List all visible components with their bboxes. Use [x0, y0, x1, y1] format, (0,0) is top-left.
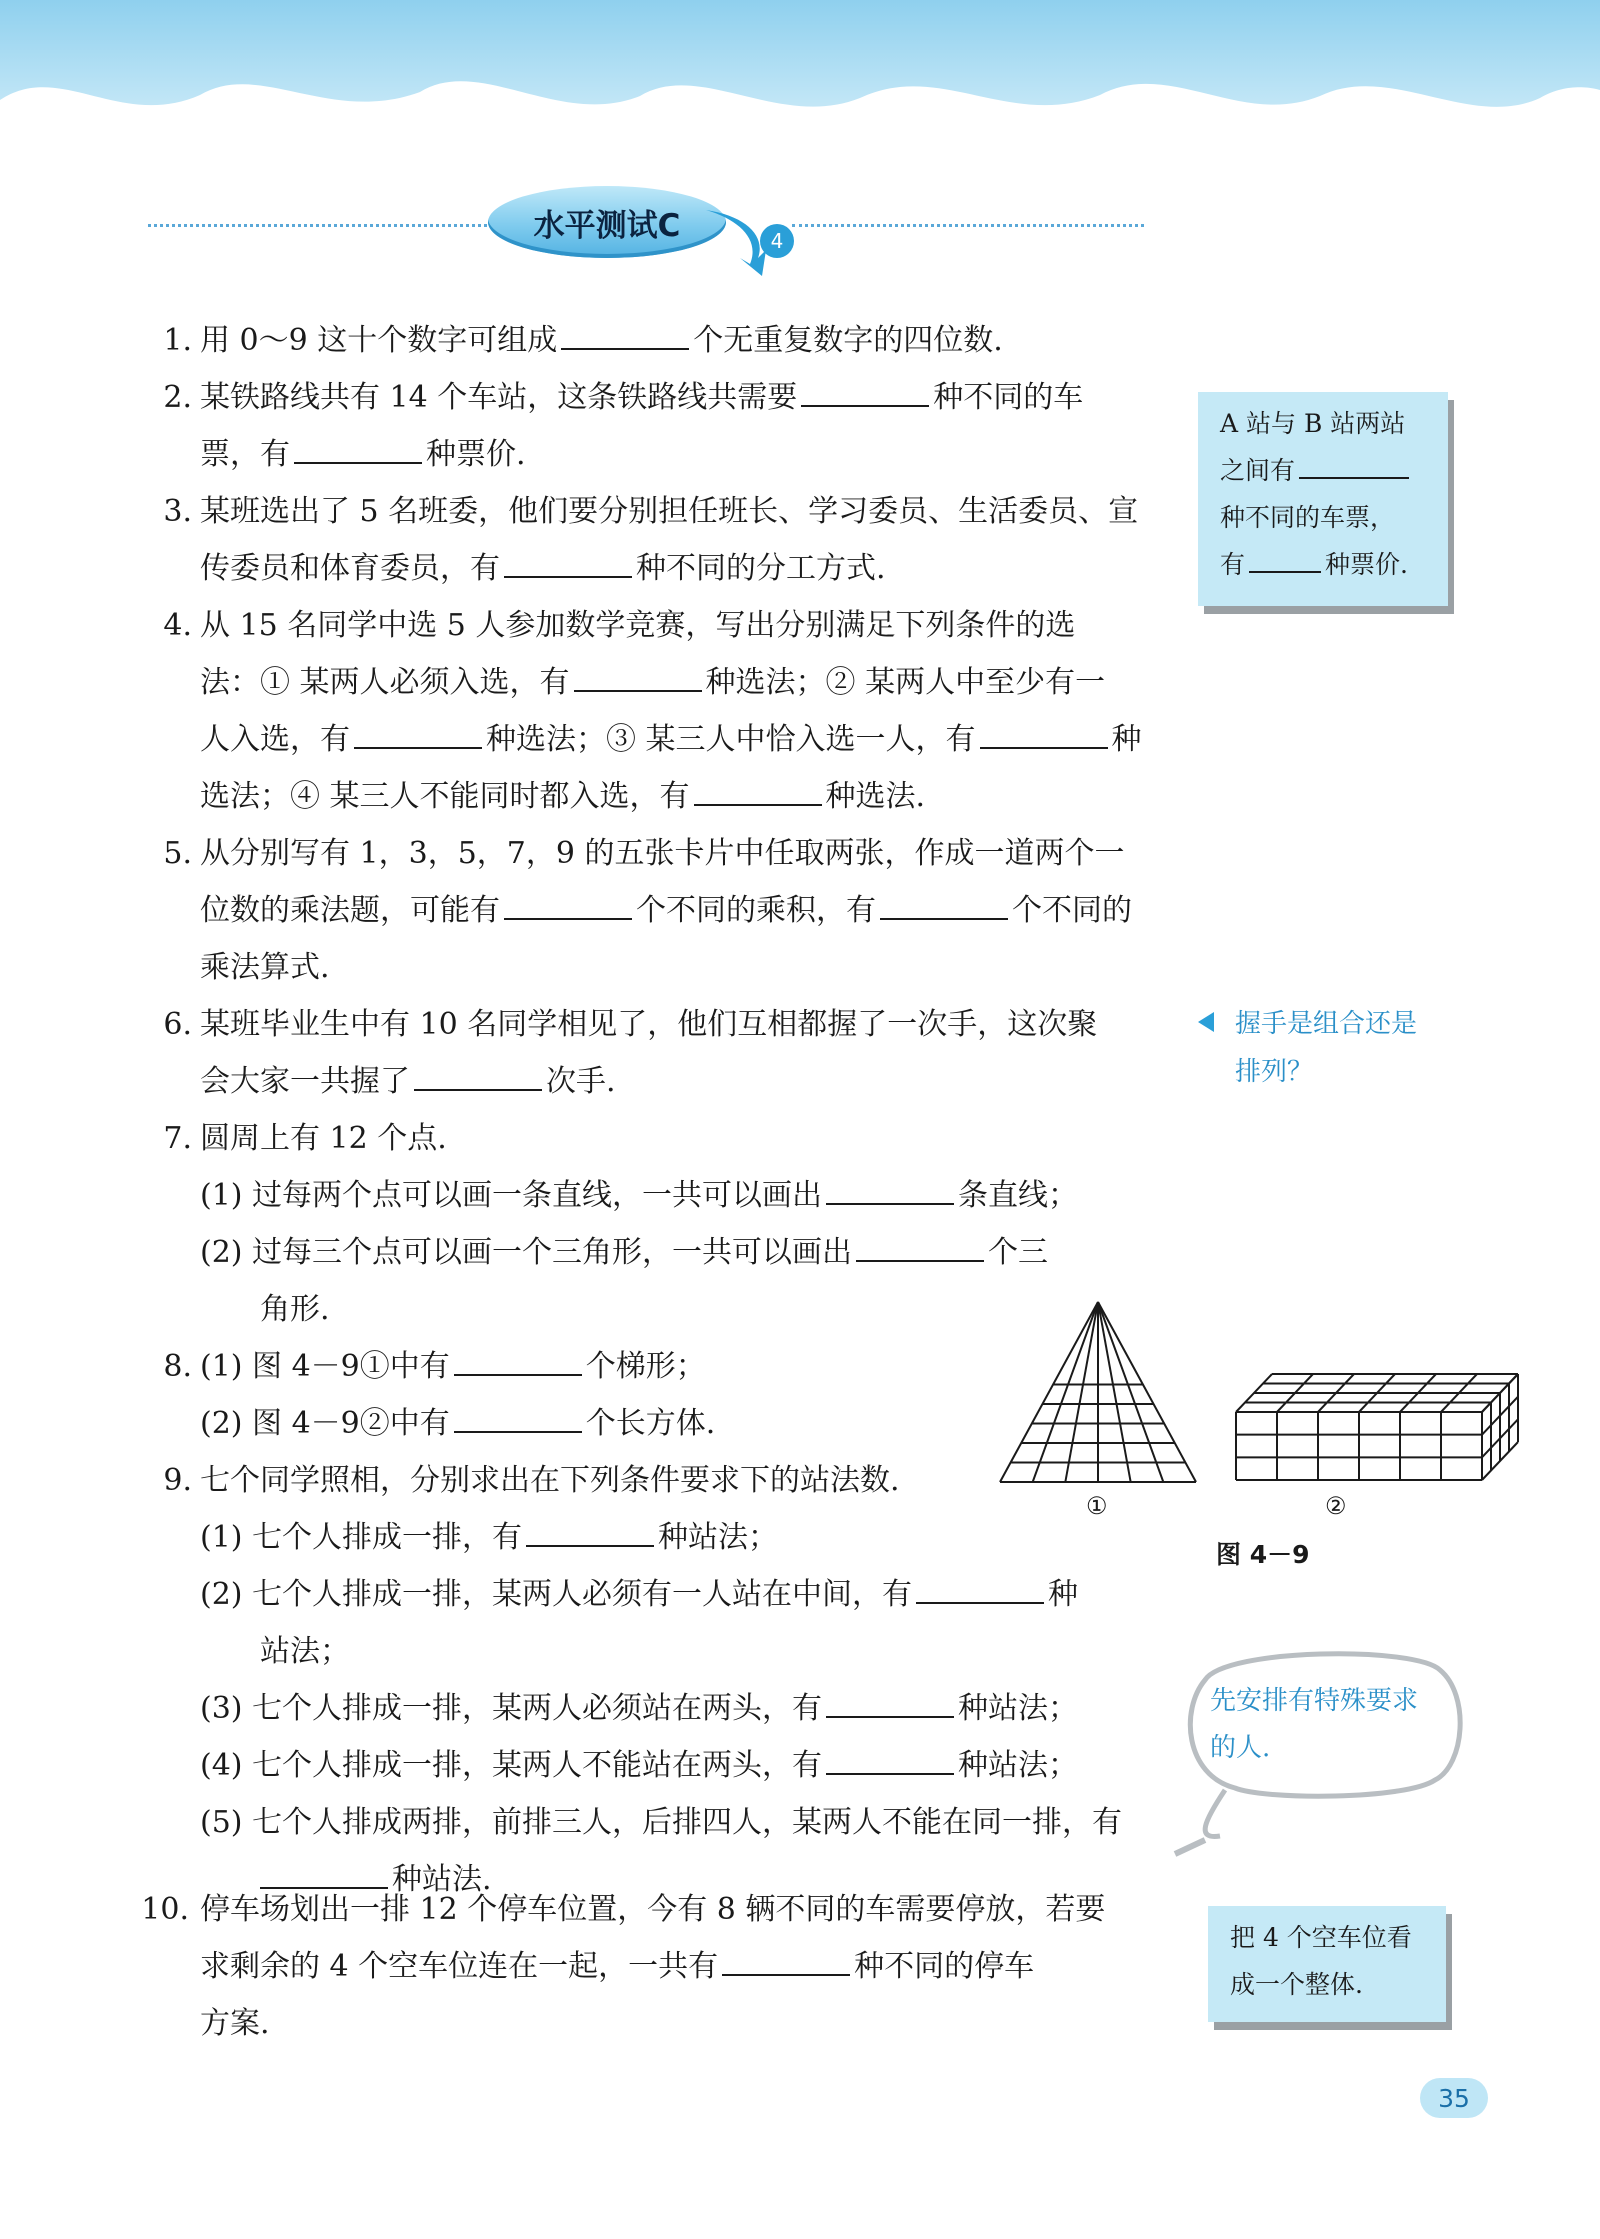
- question-text: 人入选，有: [200, 722, 350, 757]
- question-line: [260, 1623, 350, 1680]
- answer-blank[interactable]: [880, 888, 1008, 920]
- question-text: 传委员和体育委员，有: [200, 551, 500, 586]
- answer-blank[interactable]: [856, 1230, 984, 1262]
- question-text: (1) 七个人排成一排，有: [200, 1520, 523, 1555]
- question-line: [200, 654, 1105, 711]
- side-note-handshake: [1235, 1000, 1417, 1096]
- cloud-note: [1210, 1678, 1418, 1772]
- question-text: 个长方体.: [585, 1406, 716, 1441]
- answer-blank[interactable]: [826, 1743, 954, 1775]
- answer-blank[interactable]: [980, 717, 1108, 749]
- question-text: (2) 七个人排成一排，某两人必须有一人站在中间，有: [200, 1577, 913, 1612]
- hint-box-tickets-line2: 之间有: [1220, 456, 1296, 485]
- question-number: 1.: [163, 323, 192, 358]
- question-number: 6.: [163, 1007, 192, 1042]
- cloud-note-line2: 的人.: [1210, 1733, 1271, 1763]
- side-note-handshake-line1: 握手是组合还是: [1235, 1009, 1418, 1039]
- answer-blank[interactable]: [561, 318, 689, 350]
- question-number: 7.: [163, 1121, 192, 1156]
- question-text: 法：① 某两人必须入选，有: [200, 665, 570, 700]
- question-number: 5.: [163, 836, 192, 871]
- question-text: 位数的乘法题，可能有: [200, 893, 500, 928]
- answer-blank[interactable]: [916, 1572, 1044, 1604]
- answer-blank[interactable]: [354, 717, 482, 749]
- question-number: 3.: [163, 494, 192, 529]
- question-line: [200, 711, 1142, 768]
- question-text: 某铁路线共有 14 个车站，这条铁路线共需要: [200, 380, 798, 415]
- question-line: [200, 1224, 1048, 1281]
- answer-blank[interactable]: [526, 1515, 654, 1547]
- question-text: 方案.: [200, 2006, 270, 2041]
- answer-blank[interactable]: [722, 1944, 850, 1976]
- question-text: (1) 过每两个点可以画一条直线，一共可以画出: [200, 1178, 823, 1213]
- question-text: 种选法；③ 某三人中恰入选一人，有: [486, 722, 976, 757]
- answer-blank[interactable]: [574, 660, 702, 692]
- answer-blank[interactable]: [801, 375, 929, 407]
- question-line: [260, 1281, 330, 1338]
- question-text: 七个同学照相，分别求出在下列条件要求下的站法数.: [200, 1463, 900, 1498]
- hint-box-tickets: [1198, 392, 1448, 606]
- triangle-pointer-icon: [1196, 1010, 1216, 1034]
- question-text: 从 15 名同学中选 5 人参加数学竞赛，写出分别满足下列条件的选: [200, 608, 1076, 643]
- question-text: 个不同的: [1012, 893, 1132, 928]
- header-dotted-line-left: [148, 224, 493, 227]
- question-text: 种站法；: [958, 1691, 1079, 1726]
- question-text: 停车场划出一排 12 个停车位置，今有 8 辆不同的车需要停放，若要: [200, 1892, 1106, 1927]
- hint-box-parking: [1208, 1906, 1446, 2022]
- question-line: [200, 483, 1138, 540]
- question-text: 条直线；: [958, 1178, 1079, 1213]
- question-line: [200, 1167, 1078, 1224]
- question-number: 8.: [163, 1349, 192, 1384]
- section-title: 水平测试C: [533, 207, 681, 244]
- question-line: [200, 1881, 1105, 1938]
- side-note-handshake-line2: 排列？: [1235, 1057, 1314, 1087]
- sky-clouds-banner: [0, 0, 1600, 150]
- question-line: [200, 1995, 270, 2052]
- question-text: 用 0～9 这十个数字可组成: [200, 323, 558, 358]
- question-text: 票，有: [200, 437, 290, 472]
- answer-blank[interactable]: [504, 546, 632, 578]
- answer-blank[interactable]: [694, 774, 822, 806]
- question-line: [200, 1680, 1078, 1737]
- header-dotted-line-right: [792, 224, 1144, 227]
- question-line: [200, 1566, 1078, 1623]
- question-number: 10.: [141, 1892, 189, 1927]
- question-text: 种不同的分工方式.: [636, 551, 886, 586]
- hint-box-tickets-line4b: 种票价.: [1325, 550, 1408, 579]
- question-text: 某班选出了 5 名班委，他们要分别担任班长、学习委员、生活委员、宣: [200, 494, 1139, 529]
- answer-blank[interactable]: [826, 1173, 954, 1205]
- question-text: 个梯形；: [585, 1349, 706, 1384]
- answer-blank[interactable]: [826, 1686, 954, 1718]
- figure-sub-label-2: ②: [1325, 1492, 1347, 1520]
- question-text: 会大家一共握了: [200, 1064, 410, 1099]
- cloud-note-line1: 先安排有特殊要求: [1210, 1686, 1419, 1716]
- question-text: 种站法；: [958, 1748, 1079, 1783]
- question-text: (5) 七个人排成两排，前排三人，后排四人，某两人不能在同一排，有: [200, 1805, 1123, 1840]
- question-text: 次手.: [546, 1064, 616, 1099]
- question-text: (3) 七个人排成一排，某两人必须站在两头，有: [200, 1691, 823, 1726]
- question-number: 2.: [163, 380, 192, 415]
- page-number: 35: [1420, 2078, 1488, 2118]
- section-title-badge: [488, 186, 726, 258]
- question-text: 种票价.: [426, 437, 526, 472]
- answer-blank[interactable]: [294, 432, 422, 464]
- question-text: (2) 图 4－9②中有: [200, 1406, 450, 1441]
- question-line: [200, 1338, 706, 1395]
- answer-blank[interactable]: [454, 1401, 582, 1433]
- question-line: [200, 768, 925, 825]
- question-number: 9.: [163, 1463, 192, 1498]
- hint-box-parking-line1: 把 4 个空车位看: [1230, 1923, 1412, 1952]
- question-line: [200, 369, 1083, 426]
- figure-cuboid-grid: [1232, 1370, 1522, 1485]
- question-line: [200, 597, 1075, 654]
- question-line: [200, 1737, 1078, 1794]
- question-text: 种不同的停车: [854, 1949, 1035, 1984]
- question-text: 站法；: [260, 1634, 350, 1669]
- figure-trapezoid-grid: [998, 1300, 1198, 1485]
- question-line: [200, 426, 526, 483]
- question-line: [200, 1509, 778, 1566]
- question-text: 选法；④ 某三人不能同时都入选，有: [200, 779, 690, 814]
- question-line: [200, 540, 886, 597]
- question-line: [200, 1794, 1122, 1851]
- hint-box-tickets-line3: 种不同的车票，: [1220, 503, 1396, 532]
- question-text: (2) 过每三个点可以画一个三角形，一共可以画出: [200, 1235, 853, 1270]
- question-line: [200, 825, 1125, 882]
- question-text: 种站法.: [392, 1862, 492, 1897]
- answer-blank[interactable]: [454, 1344, 582, 1376]
- question-line: [200, 939, 330, 996]
- question-text: 圆周上有 12 个点.: [200, 1121, 447, 1156]
- answer-blank[interactable]: [504, 888, 632, 920]
- question-line: [200, 1938, 1034, 1995]
- answer-blank[interactable]: [1299, 447, 1409, 479]
- question-line: [200, 1452, 900, 1509]
- question-line: [200, 1110, 447, 1167]
- question-text: 个不同的乘积，有: [636, 893, 876, 928]
- question-text: 从分别写有 1，3，5，7，9 的五张卡片中任取两张，作成一道两个一: [200, 836, 1125, 871]
- question-text: 种选法；② 某两人中至少有一: [705, 665, 1106, 700]
- question-text: 个无重复数字的四位数.: [693, 323, 1003, 358]
- question-text: (1) 图 4－9①中有: [200, 1349, 450, 1384]
- figure-sub-label-1: ①: [1086, 1492, 1108, 1520]
- question-line: [200, 1053, 616, 1110]
- question-number: 4.: [163, 608, 192, 643]
- answer-blank[interactable]: [414, 1059, 542, 1091]
- question-line: [200, 882, 1132, 939]
- question-text: 种选法.: [825, 779, 926, 814]
- figure-caption: 图 4－9: [1216, 1540, 1310, 1569]
- question-text: (4) 七个人排成一排，某两人不能站在两头，有: [200, 1748, 823, 1783]
- question-text: 乘法算式.: [200, 950, 330, 985]
- question-text: 种: [1048, 1577, 1079, 1612]
- question-text: 求剩余的 4 个空车位连在一起，一共有: [200, 1949, 719, 1984]
- question-line: [200, 996, 1097, 1053]
- hint-box-tickets-line1: A 站与 B 站两站: [1220, 409, 1406, 438]
- question-text: 某班毕业生中有 10 名同学相见了，他们互相都握了一次手，这次聚: [200, 1007, 1098, 1042]
- answer-blank[interactable]: [1249, 541, 1321, 573]
- question-text: 种不同的车: [933, 380, 1084, 415]
- hint-box-tickets-line4a: 有: [1220, 550, 1246, 579]
- question-text: 种站法；: [658, 1520, 779, 1555]
- question-text: 角形.: [260, 1292, 330, 1327]
- chapter-number-badge: 4: [760, 224, 794, 258]
- hint-box-parking-line2: 成一个整体.: [1230, 1970, 1363, 1999]
- question-text: 个三: [988, 1235, 1049, 1270]
- question-line: [200, 1395, 715, 1452]
- question-line: [200, 312, 1003, 369]
- question-text: 种: [1111, 722, 1142, 757]
